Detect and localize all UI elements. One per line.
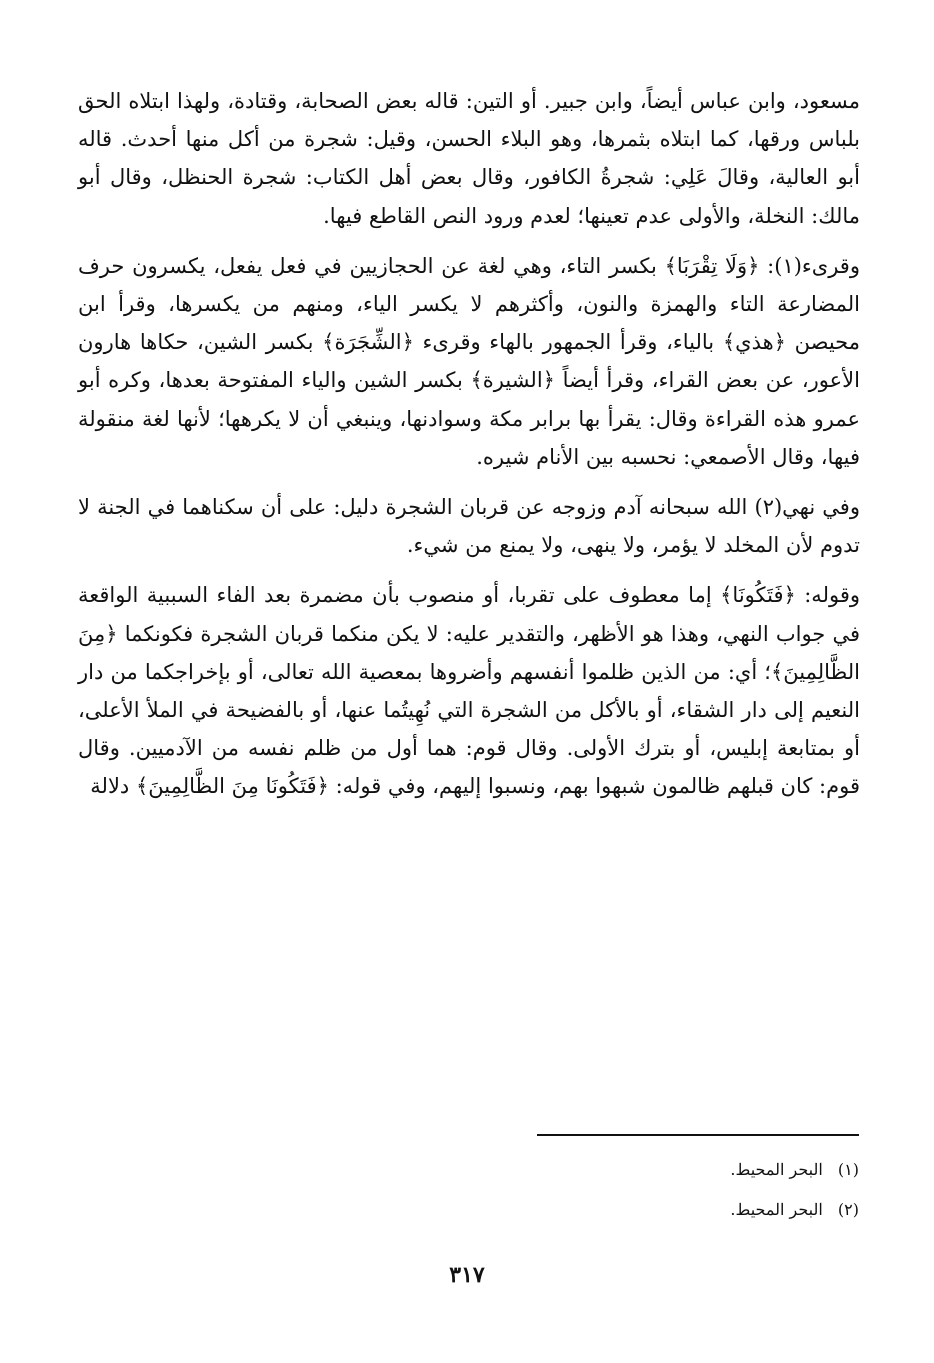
main-text	[78, 82, 860, 806]
footnote-text: البحر المحيط.	[730, 1160, 823, 1179]
footnote-number: (١)	[837, 1160, 859, 1179]
paragraph: مسعود، وابن عباس أيضاً، وابن جبير. أو التين: قاله بعض الصحابة، وقتادة، ولهذا ابتلاه الحق بلباس ورقها، كما ابتلاه بثمرها، وهو البلاء الحسن، وقيل: شجرة من أكل منها أحدث. قاله أبو العالية، وقالَ عَلِي: شجرةُ الكافور، وقال بعض أهل الكتاب: شجرة الحنظل، وقال أبو مالك: النخلة، والأولى عدم تعينها؛ لعدم ورود النص القاطع فيها.	[78, 89, 860, 228]
footnote-text: البحر المحيط.	[730, 1200, 823, 1219]
paragraph: وقرىء(١): ﴿وَلَا تِقْرَبَا﴾ بكسر التاء، وهي لغة عن الحجازيين في فعل يفعل، يكسرون حرف المضارعة التاء والهمزة والنون، وأكثرهم لا يكسر الياء، ومنهم من يكسرها، وقرأ ابن محيصن ﴿هذي﴾ بالياء، وقرأ الجمهور بالهاء وقرىء ﴿الشِّجَرَة﴾ بكسر الشين، حكاها هارون الأعور، عن بعض القراء، وقرأ أيضاً ﴿الشيرة﴾ بكسر الشين والياء المفتوحة بعدها، وكره أبو عمرو هذه القراءة وقال: يقرأ بها برابر مكة وسوادنها، وينبغي أن لا يكرهها؛ لأنها لغة منقولة فيها، وقال الأصمعي: نحسبه بين الأنام شيره.	[78, 253, 860, 469]
paragraph: وفي نهي(٢) الله سبحانه آدم وزوجه عن قربان الشجرة دليل: على أن سكناهما في الجنة لا تدوم لأن المخلد لا يؤمر، ولا ينهى، ولا يمنع من شيء.	[78, 495, 860, 558]
footnote-number: (٢)	[837, 1200, 859, 1219]
footnote-divider	[537, 1134, 859, 1136]
footnote	[78, 1190, 859, 1230]
footnote	[78, 1150, 859, 1190]
footnotes	[78, 1150, 859, 1230]
paragraph: وقوله: ﴿فَتَكُونَا﴾ إما معطوف على تقربا، أو منصوب بأن مضمرة بعد الفاء السببية الواقعة في جواب النهي، وهذا هو الأظهر، والتقدير عليه: لا يكن منكما قربان الشجرة فكونكما ﴿مِنَ الظَّالِمِينَ﴾؛ أي: من الذين ظلموا أنفسهم وأضروها بمعصية الله تعالى، أو بإخراجكما من دار النعيم إلى دار الشقاء، أو بالأكل من الشجرة التي نُهِيتُما عنها، أو بالفضيحة في الملأ الأعلى، أو بمتابعة إبليس، أو بترك الأولى. وقال قوم: هما أول من ظلم نفسه من الآدميين. وقال قوم: كان قبلهم ظالمون شبهوا بهم، ونسبوا إليهم، وفي قوله: ﴿فَتَكُونَا مِنَ الظَّالِمِينَ﴾ دلالة	[78, 583, 860, 799]
page-number: ٣١٧	[449, 1262, 485, 1288]
